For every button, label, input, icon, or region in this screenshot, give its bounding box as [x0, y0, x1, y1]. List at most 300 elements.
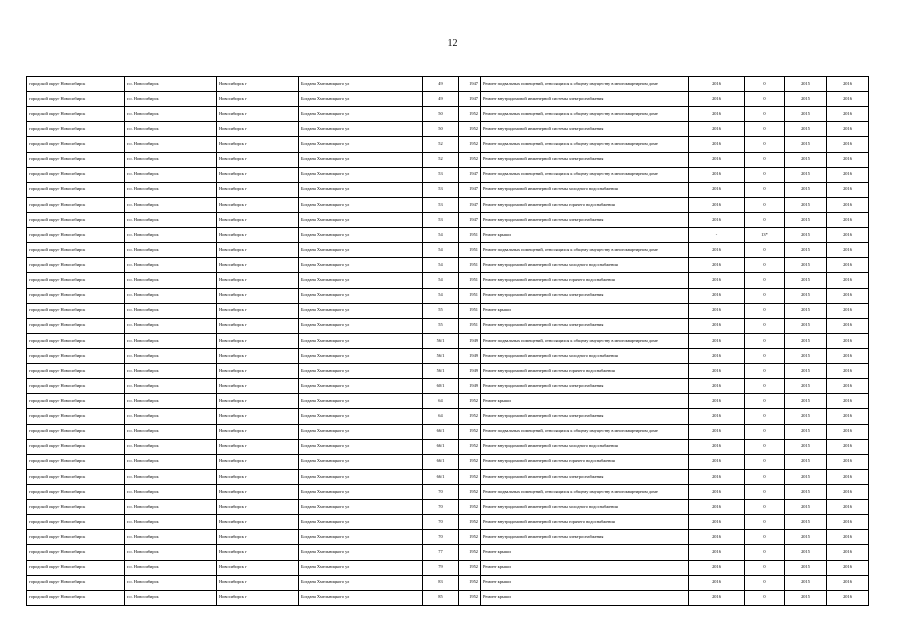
- build-year-cell: 1952: [459, 122, 481, 137]
- period-start-cell: 2015: [785, 303, 827, 318]
- street-cell: Богдана Хмельницкого ул: [299, 333, 423, 348]
- build-year-cell: 1949: [459, 333, 481, 348]
- table-row: [27, 560, 869, 575]
- plan-year-cell: 2016: [689, 484, 745, 499]
- work-type-cell: Ремонт внутридомовой инженерной системы холодного водоснабжения: [481, 500, 689, 515]
- table-row: [27, 424, 869, 439]
- street-cell: Богдана Хмельницкого ул: [299, 530, 423, 545]
- street-cell: Богдана Хмельницкого ул: [299, 273, 423, 288]
- build-year-cell: 1952: [459, 152, 481, 167]
- plan-year-cell: 2016: [689, 333, 745, 348]
- district-cell: г.о. Новосибирск: [125, 77, 217, 92]
- district-cell: г.о. Новосибирск: [125, 545, 217, 560]
- build-year-cell: 1952: [459, 484, 481, 499]
- city-cell: Новосибирск г: [217, 273, 299, 288]
- build-year-cell: 1949: [459, 364, 481, 379]
- period-end-cell: 2016: [827, 288, 869, 303]
- work-type-cell: Ремонт крыши: [481, 394, 689, 409]
- district-cell: г.о. Новосибирск: [125, 409, 217, 424]
- street-cell: Богдана Хмельницкого ул: [299, 228, 423, 243]
- plan-year-cell: 2016: [689, 77, 745, 92]
- plan-year-cell: 2016: [689, 258, 745, 273]
- period-end-cell: 2016: [827, 318, 869, 333]
- work-type-cell: Ремонт внутридомовой инженерной системы холодного водоснабжения: [481, 439, 689, 454]
- plan-year-cell: 2016: [689, 424, 745, 439]
- build-year-cell: 1951: [459, 243, 481, 258]
- work-type-cell: Ремонт внутридомовой инженерной системы горячего водоснабжения: [481, 197, 689, 212]
- plan-year-cell: 2016: [689, 454, 745, 469]
- plan-year-cell: 2016: [689, 122, 745, 137]
- plan-year-cell: 2016: [689, 318, 745, 333]
- municipality-cell: городской округ Новосибирск: [27, 273, 125, 288]
- city-cell: Новосибирск г: [217, 122, 299, 137]
- value-cell: 0: [745, 394, 785, 409]
- district-cell: г.о. Новосибирск: [125, 394, 217, 409]
- house-number-cell: 70: [423, 530, 459, 545]
- value-cell: 13*: [745, 228, 785, 243]
- city-cell: Новосибирск г: [217, 107, 299, 122]
- district-cell: г.о. Новосибирск: [125, 560, 217, 575]
- build-year-cell: 1952: [459, 394, 481, 409]
- period-end-cell: 2016: [827, 364, 869, 379]
- municipality-cell: городской округ Новосибирск: [27, 258, 125, 273]
- work-type-cell: Ремонт внутридомовой инженерной системы электроснабжения: [481, 379, 689, 394]
- table-row: [27, 454, 869, 469]
- period-end-cell: 2016: [827, 137, 869, 152]
- work-type-cell: Ремонт внутридомовой инженерной системы электроснабжения: [481, 318, 689, 333]
- city-cell: Новосибирск г: [217, 454, 299, 469]
- street-cell: Богдана Хмельницкого ул: [299, 500, 423, 515]
- district-cell: г.о. Новосибирск: [125, 530, 217, 545]
- build-year-cell: 1952: [459, 590, 481, 605]
- street-cell: Богдана Хмельницкого ул: [299, 515, 423, 530]
- registry-table: [26, 76, 869, 606]
- street-cell: Богдана Хмельницкого ул: [299, 122, 423, 137]
- municipality-cell: городской округ Новосибирск: [27, 530, 125, 545]
- period-end-cell: 2016: [827, 348, 869, 363]
- table-row: [27, 77, 869, 92]
- period-end-cell: 2016: [827, 258, 869, 273]
- build-year-cell: 1952: [459, 409, 481, 424]
- street-cell: Богдана Хмельницкого ул: [299, 454, 423, 469]
- work-type-cell: Ремонт внутридомовой инженерной системы холодного водоснабжения: [481, 182, 689, 197]
- street-cell: Богдана Хмельницкого ул: [299, 107, 423, 122]
- city-cell: Новосибирск г: [217, 182, 299, 197]
- period-end-cell: 2016: [827, 409, 869, 424]
- period-end-cell: 2016: [827, 545, 869, 560]
- city-cell: Новосибирск г: [217, 424, 299, 439]
- period-end-cell: 2016: [827, 454, 869, 469]
- house-number-cell: 66/1: [423, 469, 459, 484]
- period-start-cell: 2015: [785, 182, 827, 197]
- period-start-cell: 2015: [785, 243, 827, 258]
- work-type-cell: Ремонт внутридомовой инженерной системы электроснабжения: [481, 212, 689, 227]
- municipality-cell: городской округ Новосибирск: [27, 545, 125, 560]
- table-row: [27, 318, 869, 333]
- build-year-cell: 1947: [459, 182, 481, 197]
- value-cell: 0: [745, 409, 785, 424]
- table-row: [27, 212, 869, 227]
- value-cell: 0: [745, 469, 785, 484]
- table-row: [27, 590, 869, 605]
- work-type-cell: Ремонт внутридомовой инженерной системы электроснабжения: [481, 288, 689, 303]
- period-start-cell: 2015: [785, 560, 827, 575]
- period-end-cell: 2016: [827, 273, 869, 288]
- plan-year-cell: 2016: [689, 348, 745, 363]
- value-cell: 0: [745, 122, 785, 137]
- plan-year-cell: 2016: [689, 394, 745, 409]
- table-row: [27, 500, 869, 515]
- street-cell: Богдана Хмельницкого ул: [299, 288, 423, 303]
- value-cell: 0: [745, 212, 785, 227]
- city-cell: Новосибирск г: [217, 560, 299, 575]
- city-cell: Новосибирск г: [217, 500, 299, 515]
- period-start-cell: 2015: [785, 122, 827, 137]
- build-year-cell: 1952: [459, 454, 481, 469]
- work-type-cell: Ремонт крыши: [481, 303, 689, 318]
- street-cell: Богдана Хмельницкого ул: [299, 167, 423, 182]
- district-cell: г.о. Новосибирск: [125, 424, 217, 439]
- street-cell: Богдана Хмельницкого ул: [299, 77, 423, 92]
- city-cell: Новосибирск г: [217, 484, 299, 499]
- table-row: [27, 122, 869, 137]
- municipality-cell: городской округ Новосибирск: [27, 122, 125, 137]
- work-type-cell: Ремонт внутридомовой инженерной системы электроснабжения: [481, 152, 689, 167]
- table-row: [27, 515, 869, 530]
- city-cell: Новосибирск г: [217, 469, 299, 484]
- build-year-cell: 1947: [459, 167, 481, 182]
- table-row: [27, 107, 869, 122]
- plan-year-cell: 2016: [689, 288, 745, 303]
- plan-year-cell: 2016: [689, 590, 745, 605]
- period-end-cell: 2016: [827, 500, 869, 515]
- period-end-cell: 2016: [827, 394, 869, 409]
- period-start-cell: 2015: [785, 348, 827, 363]
- district-cell: г.о. Новосибирск: [125, 197, 217, 212]
- city-cell: Новосибирск г: [217, 303, 299, 318]
- city-cell: Новосибирск г: [217, 167, 299, 182]
- period-start-cell: 2015: [785, 212, 827, 227]
- district-cell: г.о. Новосибирск: [125, 364, 217, 379]
- build-year-cell: 1949: [459, 379, 481, 394]
- district-cell: г.о. Новосибирск: [125, 258, 217, 273]
- house-number-cell: 56/1: [423, 348, 459, 363]
- value-cell: 0: [745, 348, 785, 363]
- period-start-cell: 2015: [785, 333, 827, 348]
- city-cell: Новосибирск г: [217, 530, 299, 545]
- house-number-cell: 55: [423, 318, 459, 333]
- city-cell: Новосибирск г: [217, 333, 299, 348]
- house-number-cell: 83: [423, 575, 459, 590]
- house-number-cell: 50: [423, 122, 459, 137]
- plan-year-cell: 2016: [689, 469, 745, 484]
- house-number-cell: 54: [423, 273, 459, 288]
- value-cell: 0: [745, 303, 785, 318]
- house-number-cell: 66/1: [423, 439, 459, 454]
- street-cell: Богдана Хмельницкого ул: [299, 318, 423, 333]
- plan-year-cell: 2016: [689, 197, 745, 212]
- table-row: [27, 303, 869, 318]
- period-start-cell: 2015: [785, 530, 827, 545]
- period-end-cell: 2016: [827, 530, 869, 545]
- period-start-cell: 2015: [785, 288, 827, 303]
- street-cell: Богдана Хмельницкого ул: [299, 197, 423, 212]
- table-row: [27, 167, 869, 182]
- plan-year-cell: 2016: [689, 107, 745, 122]
- municipality-cell: городской округ Новосибирск: [27, 152, 125, 167]
- plan-year-cell: 2016: [689, 500, 745, 515]
- municipality-cell: городской округ Новосибирск: [27, 92, 125, 107]
- city-cell: Новосибирск г: [217, 379, 299, 394]
- municipality-cell: городской округ Новосибирск: [27, 137, 125, 152]
- period-start-cell: 2015: [785, 545, 827, 560]
- build-year-cell: 1952: [459, 575, 481, 590]
- plan-year-cell: 2016: [689, 439, 745, 454]
- value-cell: 0: [745, 590, 785, 605]
- period-end-cell: 2016: [827, 92, 869, 107]
- table-row: [27, 182, 869, 197]
- build-year-cell: 1952: [459, 530, 481, 545]
- value-cell: 0: [745, 77, 785, 92]
- work-type-cell: Ремонт подвальных помещений, относящихся к общему имуществу в многоквартирном доме: [481, 243, 689, 258]
- period-end-cell: 2016: [827, 182, 869, 197]
- period-end-cell: 2016: [827, 212, 869, 227]
- district-cell: г.о. Новосибирск: [125, 288, 217, 303]
- work-type-cell: Ремонт внутридомовой инженерной системы холодного водоснабжения: [481, 258, 689, 273]
- value-cell: 0: [745, 92, 785, 107]
- table-row: [27, 394, 869, 409]
- build-year-cell: 1947: [459, 77, 481, 92]
- house-number-cell: 55: [423, 303, 459, 318]
- period-start-cell: 2015: [785, 515, 827, 530]
- plan-year-cell: 2016: [689, 530, 745, 545]
- plan-year-cell: 2016: [689, 167, 745, 182]
- municipality-cell: городской округ Новосибирск: [27, 364, 125, 379]
- table-row: [27, 333, 869, 348]
- work-type-cell: Ремонт крыши: [481, 575, 689, 590]
- house-number-cell: 66/1: [423, 454, 459, 469]
- build-year-cell: 1952: [459, 545, 481, 560]
- work-type-cell: Ремонт подвальных помещений, относящихся к общему имуществу в многоквартирном доме: [481, 424, 689, 439]
- period-end-cell: 2016: [827, 379, 869, 394]
- street-cell: Богдана Хмельницкого ул: [299, 258, 423, 273]
- plan-year-cell: -: [689, 228, 745, 243]
- value-cell: 0: [745, 152, 785, 167]
- table-row: [27, 243, 869, 258]
- build-year-cell: 1952: [459, 469, 481, 484]
- build-year-cell: 1952: [459, 500, 481, 515]
- city-cell: Новосибирск г: [217, 439, 299, 454]
- period-end-cell: 2016: [827, 575, 869, 590]
- period-start-cell: 2015: [785, 454, 827, 469]
- value-cell: 0: [745, 167, 785, 182]
- municipality-cell: городской округ Новосибирск: [27, 167, 125, 182]
- period-start-cell: 2015: [785, 469, 827, 484]
- period-end-cell: 2016: [827, 228, 869, 243]
- build-year-cell: 1952: [459, 560, 481, 575]
- city-cell: Новосибирск г: [217, 394, 299, 409]
- municipality-cell: городской округ Новосибирск: [27, 197, 125, 212]
- plan-year-cell: 2016: [689, 182, 745, 197]
- period-end-cell: 2016: [827, 167, 869, 182]
- build-year-cell: 1952: [459, 515, 481, 530]
- municipality-cell: городской округ Новосибирск: [27, 469, 125, 484]
- street-cell: Богдана Хмельницкого ул: [299, 303, 423, 318]
- work-type-cell: Ремонт подвальных помещений, относящихся к общему имуществу в многоквартирном доме: [481, 333, 689, 348]
- street-cell: Богдана Хмельницкого ул: [299, 469, 423, 484]
- plan-year-cell: 2016: [689, 243, 745, 258]
- table-row: [27, 545, 869, 560]
- house-number-cell: 79: [423, 560, 459, 575]
- period-start-cell: 2015: [785, 575, 827, 590]
- municipality-cell: городской округ Новосибирск: [27, 454, 125, 469]
- period-end-cell: 2016: [827, 560, 869, 575]
- municipality-cell: городской округ Новосибирск: [27, 318, 125, 333]
- period-end-cell: 2016: [827, 469, 869, 484]
- table-row: [27, 409, 869, 424]
- table-body: [27, 77, 869, 606]
- period-start-cell: 2015: [785, 484, 827, 499]
- district-cell: г.о. Новосибирск: [125, 182, 217, 197]
- period-start-cell: 2015: [785, 500, 827, 515]
- city-cell: Новосибирск г: [217, 212, 299, 227]
- table-row: [27, 92, 869, 107]
- municipality-cell: городской округ Новосибирск: [27, 212, 125, 227]
- period-start-cell: 2015: [785, 364, 827, 379]
- district-cell: г.о. Новосибирск: [125, 500, 217, 515]
- page-number: 12: [447, 38, 458, 49]
- street-cell: Богдана Хмельницкого ул: [299, 137, 423, 152]
- build-year-cell: 1947: [459, 92, 481, 107]
- table-row: [27, 197, 869, 212]
- city-cell: Новосибирск г: [217, 515, 299, 530]
- value-cell: 0: [745, 107, 785, 122]
- house-number-cell: 52: [423, 137, 459, 152]
- house-number-cell: 49: [423, 77, 459, 92]
- period-end-cell: 2016: [827, 77, 869, 92]
- municipality-cell: городской округ Новосибирск: [27, 348, 125, 363]
- street-cell: Богдана Хмельницкого ул: [299, 152, 423, 167]
- house-number-cell: 85: [423, 590, 459, 605]
- build-year-cell: 1947: [459, 212, 481, 227]
- value-cell: 0: [745, 454, 785, 469]
- street-cell: Богдана Хмельницкого ул: [299, 484, 423, 499]
- work-type-cell: Ремонт крыши: [481, 545, 689, 560]
- municipality-cell: городской округ Новосибирск: [27, 77, 125, 92]
- municipality-cell: городской округ Новосибирск: [27, 288, 125, 303]
- city-cell: Новосибирск г: [217, 348, 299, 363]
- city-cell: Новосибирск г: [217, 228, 299, 243]
- work-type-cell: Ремонт внутридомовой инженерной системы электроснабжения: [481, 409, 689, 424]
- period-start-cell: 2015: [785, 77, 827, 92]
- value-cell: 0: [745, 545, 785, 560]
- build-year-cell: 1951: [459, 318, 481, 333]
- build-year-cell: 1952: [459, 439, 481, 454]
- value-cell: 0: [745, 197, 785, 212]
- period-start-cell: 2015: [785, 273, 827, 288]
- work-type-cell: Ремонт внутридомовой инженерной системы горячего водоснабжения: [481, 364, 689, 379]
- plan-year-cell: 2016: [689, 545, 745, 560]
- table-row: [27, 288, 869, 303]
- work-type-cell: Ремонт внутридомовой инженерной системы электроснабжения: [481, 122, 689, 137]
- street-cell: Богдана Хмельницкого ул: [299, 212, 423, 227]
- city-cell: Новосибирск г: [217, 243, 299, 258]
- street-cell: Богдана Хмельницкого ул: [299, 545, 423, 560]
- district-cell: г.о. Новосибирск: [125, 469, 217, 484]
- municipality-cell: городской округ Новосибирск: [27, 439, 125, 454]
- district-cell: г.о. Новосибирск: [125, 152, 217, 167]
- street-cell: Богдана Хмельницкого ул: [299, 439, 423, 454]
- city-cell: Новосибирск г: [217, 288, 299, 303]
- district-cell: г.о. Новосибирск: [125, 92, 217, 107]
- value-cell: 0: [745, 530, 785, 545]
- value-cell: 0: [745, 258, 785, 273]
- work-type-cell: Ремонт внутридомовой инженерной системы электроснабжения: [481, 469, 689, 484]
- build-year-cell: 1952: [459, 424, 481, 439]
- municipality-cell: городской округ Новосибирск: [27, 303, 125, 318]
- house-number-cell: 53: [423, 182, 459, 197]
- value-cell: 0: [745, 575, 785, 590]
- municipality-cell: городской округ Новосибирск: [27, 379, 125, 394]
- plan-year-cell: 2016: [689, 137, 745, 152]
- district-cell: г.о. Новосибирск: [125, 122, 217, 137]
- city-cell: Новосибирск г: [217, 197, 299, 212]
- district-cell: г.о. Новосибирск: [125, 273, 217, 288]
- work-type-cell: Ремонт крыши: [481, 560, 689, 575]
- district-cell: г.о. Новосибирск: [125, 454, 217, 469]
- plan-year-cell: 2016: [689, 409, 745, 424]
- district-cell: г.о. Новосибирск: [125, 167, 217, 182]
- house-number-cell: 54: [423, 288, 459, 303]
- district-cell: г.о. Новосибирск: [125, 379, 217, 394]
- house-number-cell: 70: [423, 484, 459, 499]
- table-row: [27, 439, 869, 454]
- table-row: [27, 258, 869, 273]
- city-cell: Новосибирск г: [217, 137, 299, 152]
- municipality-cell: городской округ Новосибирск: [27, 333, 125, 348]
- street-cell: Богдана Хмельницкого ул: [299, 424, 423, 439]
- period-start-cell: 2015: [785, 379, 827, 394]
- value-cell: 0: [745, 484, 785, 499]
- plan-year-cell: 2016: [689, 152, 745, 167]
- municipality-cell: городской округ Новосибирск: [27, 484, 125, 499]
- period-end-cell: 2016: [827, 243, 869, 258]
- value-cell: 0: [745, 515, 785, 530]
- build-year-cell: 1952: [459, 137, 481, 152]
- work-type-cell: Ремонт внутридомовой инженерной системы холодного водоснабжения: [481, 348, 689, 363]
- municipality-cell: городской округ Новосибирск: [27, 243, 125, 258]
- build-year-cell: 1951: [459, 303, 481, 318]
- period-start-cell: 2015: [785, 152, 827, 167]
- plan-year-cell: 2016: [689, 303, 745, 318]
- work-type-cell: Ремонт подвальных помещений, относящихся к общему имуществу в многоквартирном доме: [481, 77, 689, 92]
- house-number-cell: 54: [423, 243, 459, 258]
- value-cell: 0: [745, 318, 785, 333]
- work-type-cell: Ремонт внутридомовой инженерной системы электроснабжения: [481, 92, 689, 107]
- work-type-cell: Ремонт крыши: [481, 590, 689, 605]
- value-cell: 0: [745, 182, 785, 197]
- house-number-cell: 70: [423, 515, 459, 530]
- build-year-cell: 1951: [459, 228, 481, 243]
- period-start-cell: 2015: [785, 590, 827, 605]
- period-end-cell: 2016: [827, 590, 869, 605]
- district-cell: г.о. Новосибирск: [125, 439, 217, 454]
- build-year-cell: 1951: [459, 273, 481, 288]
- plan-year-cell: 2016: [689, 515, 745, 530]
- city-cell: Новосибирск г: [217, 364, 299, 379]
- period-start-cell: 2015: [785, 394, 827, 409]
- district-cell: г.о. Новосибирск: [125, 590, 217, 605]
